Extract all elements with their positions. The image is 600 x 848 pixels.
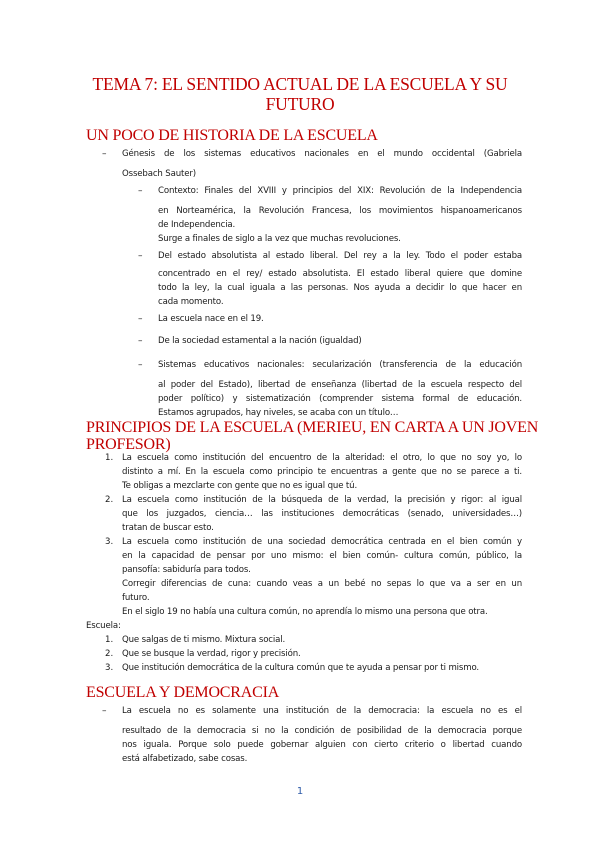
- document-title: [60, 74, 540, 114]
- list-item-line: resultado de la democracia si no la condición de posibilidad de la democracia porque: [122, 726, 522, 736]
- list-number: 1.: [105, 453, 114, 463]
- list-item-line: concentrado en el rey/ estado absolutista. El estado liberal quiere que domine: [158, 269, 522, 279]
- list-number: 3.: [105, 663, 114, 673]
- list-item-line: tratan de buscar esto.: [122, 523, 214, 533]
- list-item-line: al poder del Estado), libertad de enseñanza (libertad de la escuela respecto del: [158, 380, 522, 390]
- title-line-2: FUTURO: [265, 94, 335, 114]
- list-item-line: Del estado absolutista al estado liberal. Del rey a la ley. Todo el poder estaba: [158, 251, 522, 261]
- bullet-dash: –: [138, 314, 143, 324]
- list-item-line: Corregir diferencias de cuna: cuando veas a un bebé no sepas lo que va a ser en un: [122, 579, 522, 589]
- list-item-line: todo la ley, la cual iguala a las personas. Nos ayuda a decidir lo que hacer en: [158, 283, 522, 293]
- list-item-line: que los juzgados, ciencia… las instituciones democráticas (senado, universidades…): [122, 509, 522, 519]
- bullet-dash: –: [138, 186, 143, 196]
- list-item-line: Que institución democrática de la cultura común que te ayuda a pensar por ti mismo.: [122, 663, 480, 673]
- list-item-line: De la sociedad estamental a la nación (igualdad): [158, 336, 362, 346]
- section-heading-democracia: ESCUELA Y DEMOCRACIA: [86, 684, 280, 701]
- list-number: 1.: [105, 635, 114, 645]
- heading-line: PRINCIPIOS DE LA ESCUELA (MERIEU, EN CARTA A UN JOVEN: [86, 419, 539, 436]
- bullet-dash: –: [138, 360, 143, 370]
- heading-line: PROFESOR): [86, 436, 171, 453]
- page-number: 1: [296, 786, 304, 797]
- bullet-dash: –: [102, 706, 107, 716]
- list-item-line: en la capacidad de pensar por uno mismo: el bien común- cultura común, público, la: [122, 551, 522, 561]
- section-heading-historia: UN POCO DE HISTORIA DE LA ESCUELA: [86, 127, 378, 144]
- list-item-line: Ossebach Sauter): [122, 169, 196, 179]
- list-item-line: nos iguala. Porque solo puede gobernar alguien con cierto criterio o libertad cuando: [122, 740, 522, 750]
- list-item-line: La escuela nace en el 19.: [158, 314, 264, 324]
- list-item-line: En el siglo 19 no había una cultura común, no aprendía lo mismo una persona que otra.: [122, 607, 488, 617]
- list-item-line: poder político) y sistematización (comprender sistema formal de educación.: [158, 394, 522, 404]
- list-item-line: Estamos agrupados, hay niveles, se acaba con un título…: [158, 408, 399, 418]
- list-item-line: Que salgas de ti mismo. Mixtura social.: [122, 635, 286, 645]
- list-item-line: Sistemas educativos nacionales: secularización (transferencia de la educación: [158, 360, 522, 370]
- list-item-line: está alfabetizado, sabe cosas.: [122, 754, 248, 764]
- escuela-label: Escuela:: [86, 621, 121, 631]
- list-item-line: Que se busque la verdad, rigor y precisión.: [122, 649, 301, 659]
- bullet-dash: –: [138, 336, 143, 346]
- list-item-line: La escuela no es solamente una institución de la democracia: la escuela no es el: [122, 706, 522, 716]
- list-item-line: Génesis de los sistemas educativos nacionales en el mundo occidental (Gabriela: [122, 149, 522, 159]
- list-item-line: futuro.: [122, 593, 150, 603]
- list-item-line: de Independencia.: [158, 220, 236, 230]
- list-item-line: Surge a finales de siglo a la vez que muchas revoluciones.: [158, 234, 401, 244]
- list-item-line: en Norteamérica, la Revolución Francesa, los movimientos hispanoamericanos: [158, 206, 522, 216]
- bullet-dash: –: [102, 149, 107, 159]
- list-number: 2.: [105, 495, 114, 505]
- list-item-line: Te obligas a mezclarte con gente que no es igual que tú.: [122, 481, 358, 491]
- bullet-dash: –: [138, 251, 143, 261]
- list-item-line: La escuela como institución de una sociedad democrática centrada en el bien común y: [122, 537, 522, 547]
- list-item-line: La escuela como institución de la búsqueda de la verdad, la precisión y rigor: al igual: [122, 495, 522, 505]
- list-number: 2.: [105, 649, 114, 659]
- list-item-line: distinto a mí. En la escuela como principio te encuentras a gente que no se parece a ti.: [122, 467, 522, 477]
- list-item-line: Contexto: Finales del XVIII y principios del XIX: Revolución de la Independencia: [158, 186, 522, 196]
- list-item-line: La escuela como institución del encuentro de la alteridad: el otro, lo que no soy yo, lo: [122, 453, 522, 463]
- section-heading-principios: [86, 419, 538, 453]
- list-number: 3.: [105, 537, 114, 547]
- list-item-line: pansofía: sabiduría para todos.: [122, 565, 251, 575]
- title-line-1: TEMA 7: EL SENTIDO ACTUAL DE LA ESCUELA Y SU: [92, 74, 508, 94]
- list-item-line: cada momento.: [158, 297, 224, 307]
